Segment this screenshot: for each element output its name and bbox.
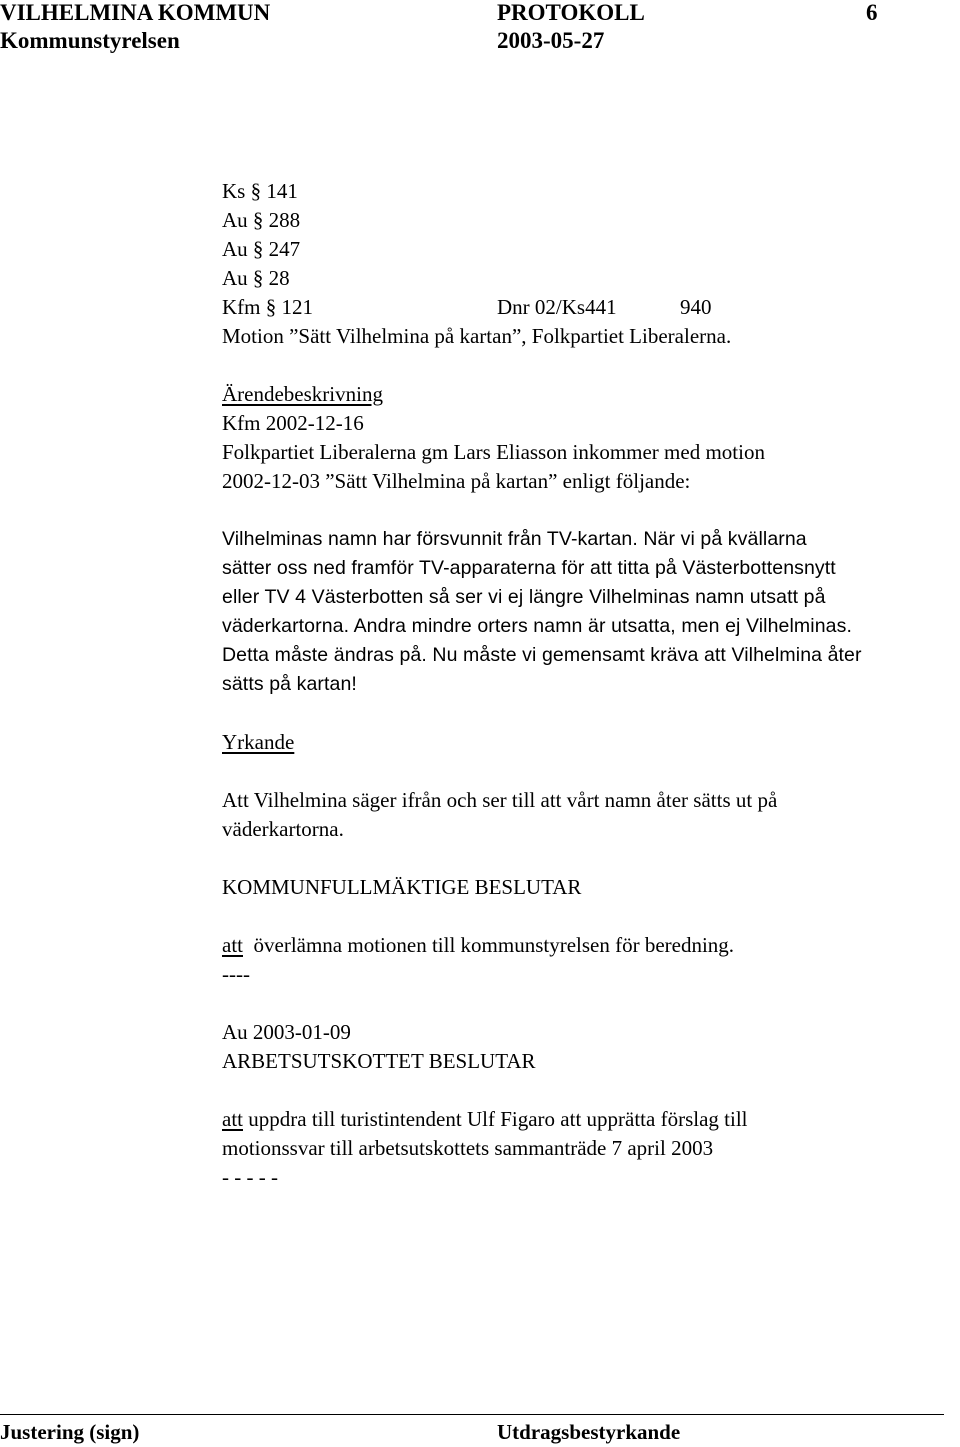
quote-line: Vilhelminas namn har försvunnit från TV-kartan. När vi på kvällarna	[222, 528, 807, 550]
ref-line	[222, 235, 300, 264]
ref-line	[222, 264, 290, 293]
quote-line: Detta måste ändras på. Nu måste vi gemensamt kräva att Vilhelmina åter	[222, 644, 862, 666]
au-decision-line	[222, 1105, 747, 1134]
diary-number: Dnr 02/Ks441	[497, 295, 617, 319]
au-decision-text: uppdra till turistintendent Ulf Figaro att upprätta förslag till	[248, 1107, 748, 1131]
kf-decision-text: överlämna motionen till kommunstyrelsen för beredning.	[253, 933, 735, 957]
au-date-line: Au 2003-01-09	[222, 1020, 351, 1044]
yrkande-heading: Yrkande	[222, 730, 295, 754]
quote-line: sätts på kartan!	[222, 673, 357, 695]
ref-number: 288	[268, 208, 301, 232]
arende-heading: Ärendebeskrivning	[222, 382, 383, 406]
arende-line: 2002-12-03 ”Sätt Vilhelmina på kartan” enligt följande:	[222, 469, 691, 493]
quote-line: sätter oss ned framför TV-apparaterna för att titta på Västerbottensnytt	[222, 557, 836, 579]
ref-line	[222, 177, 298, 206]
paragraph-symbol: §	[265, 295, 277, 319]
kf-decision-line	[222, 931, 734, 960]
header-doc-type: PROTOKOLL	[497, 0, 645, 25]
ref-line	[222, 206, 300, 235]
footer-utdragsbestyrkande: Utdragsbestyrkande	[497, 1420, 681, 1444]
header-org: VILHELMINA KOMMUN	[0, 0, 271, 25]
header-date: 2003-05-27	[497, 28, 605, 53]
ref-number: 28	[268, 266, 290, 290]
att-keyword: att	[222, 1107, 243, 1131]
ref-prefix: Kfm	[222, 295, 261, 319]
ref-number: 141	[266, 179, 298, 203]
paragraph-symbol: §	[250, 179, 262, 203]
header-page-number: 6	[866, 0, 878, 25]
ref-prefix: Au	[222, 237, 248, 261]
ref-line	[222, 293, 313, 322]
diary-code: 940	[680, 295, 712, 319]
paragraph-symbol: §	[252, 266, 264, 290]
ref-prefix: Au	[222, 266, 248, 290]
arende-line: Folkpartiet Liberalerna gm Lars Eliasson inkommer med motion	[222, 440, 765, 464]
ref-prefix: Ks	[222, 179, 246, 203]
footer-justering: Justering (sign)	[0, 1420, 140, 1444]
ref-number: 121	[281, 295, 313, 319]
paragraph-symbol: §	[252, 208, 264, 232]
yrkande-line: Att Vilhelmina säger ifrån och ser till att vårt namn åter sätts ut på	[222, 788, 778, 812]
ref-prefix: Au	[222, 208, 248, 232]
subject-line: Motion ”Sätt Vilhelmina på kartan”, Folkpartiet Liberalerna.	[222, 324, 732, 348]
ref-number: 247	[268, 237, 301, 261]
footer-divider	[0, 1414, 944, 1415]
quote-line: väderkartorna. Andra mindre orters namn är utsatta, men ej Vilhelminas.	[222, 615, 852, 637]
section-separator: - - - - -	[222, 1165, 278, 1189]
yrkande-line: väderkartorna.	[222, 817, 344, 841]
paragraph-symbol: §	[252, 237, 264, 261]
att-keyword: att	[222, 933, 243, 957]
quote-line: eller TV 4 Västerbotten så ser vi ej längre Vilhelminas namn utsatt på	[222, 586, 826, 608]
section-separator: ----	[222, 962, 250, 986]
header-body: Kommunstyrelsen	[0, 28, 180, 53]
arende-line: Kfm 2002-12-16	[222, 411, 364, 435]
kf-decision-heading: KOMMUNFULLMÄKTIGE BESLUTAR	[222, 875, 582, 899]
au-decision-heading: ARBETSUTSKOTTET BESLUTAR	[222, 1049, 536, 1073]
au-decision-line: motionssvar till arbetsutskottets sammanträde 7 april 2003	[222, 1136, 714, 1160]
